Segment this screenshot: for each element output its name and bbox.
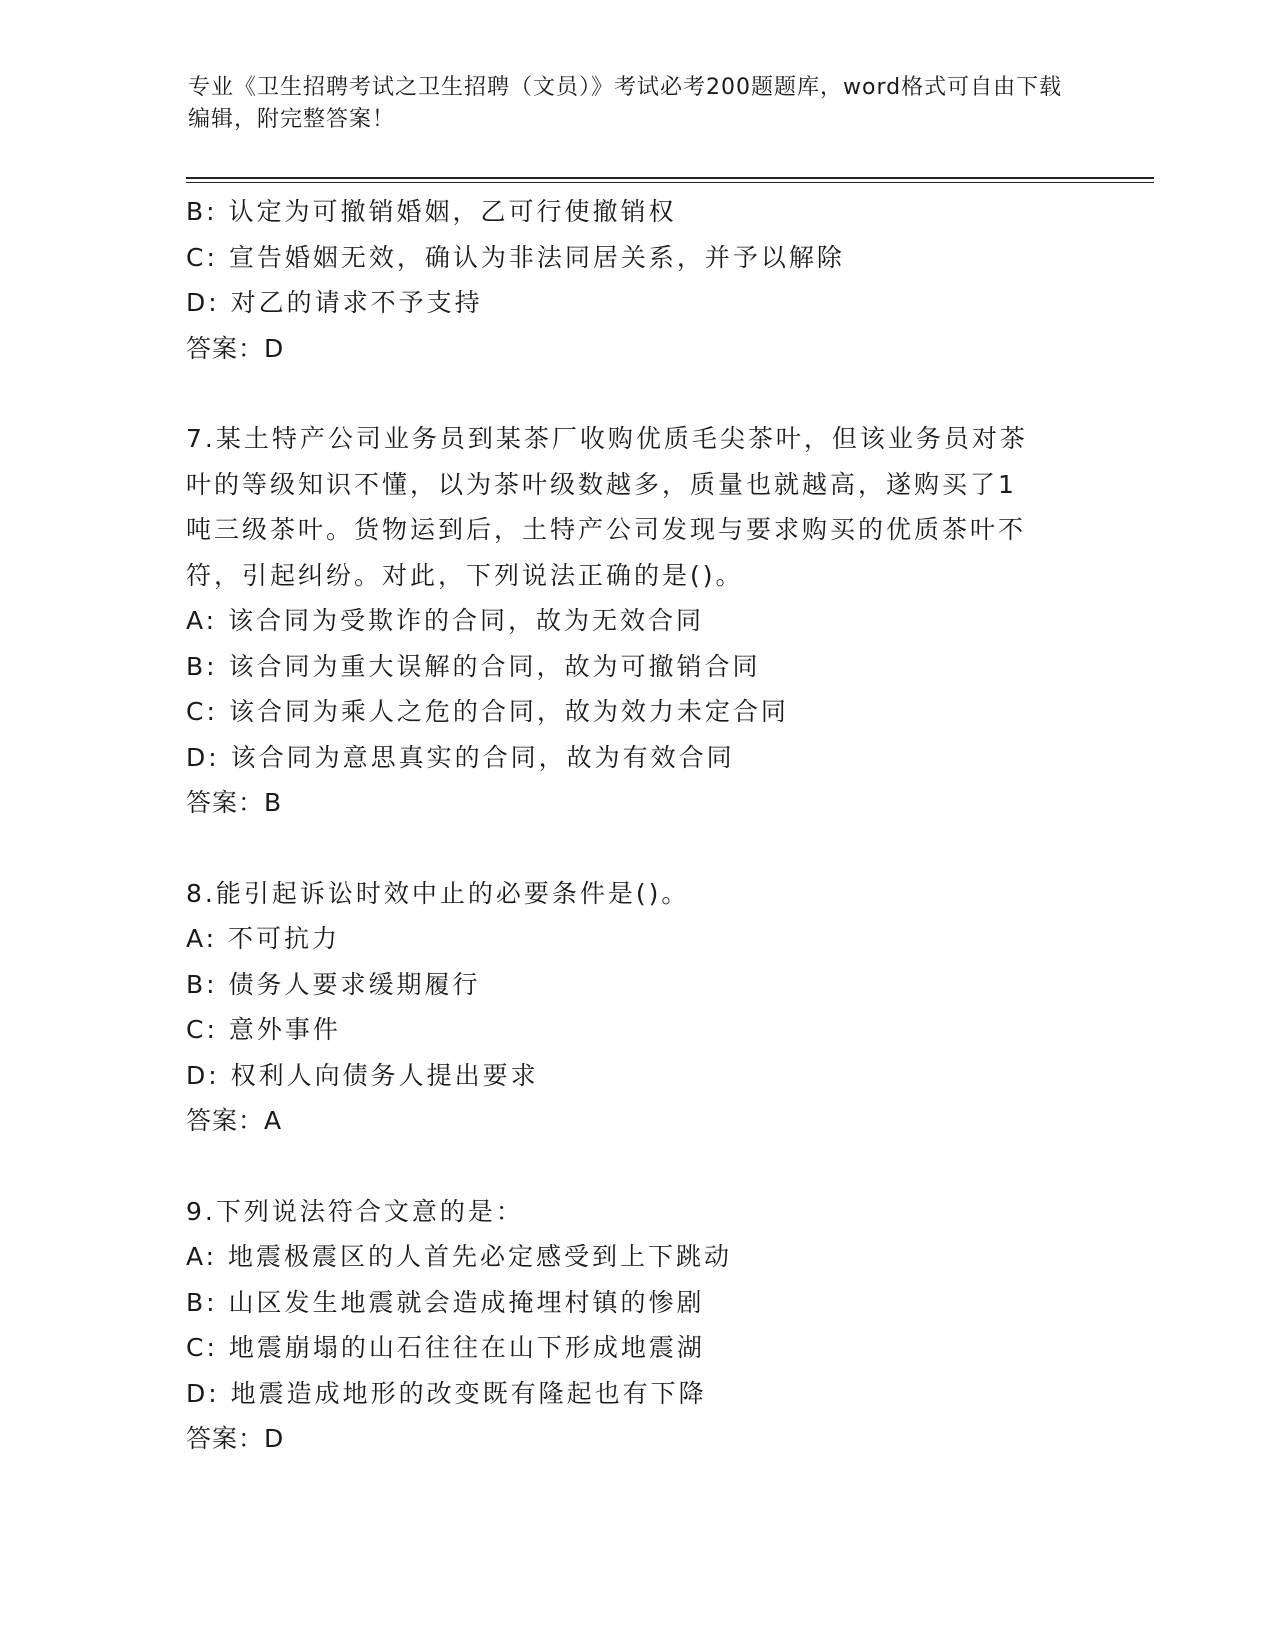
question-stem-line: 9.下列说法符合文意的是： — [186, 1196, 524, 1226]
option-b: B: 该合同为重大误解的合同，故为可撤销合同 — [186, 651, 761, 681]
question-stem-line: 符，引起纠纷。对此，下列说法正确的是()。 — [186, 560, 744, 590]
question-8 — [186, 871, 1086, 1144]
header-rule-thin — [186, 182, 1154, 183]
question-stem-line: 7.某土特产公司业务员到某茶厂收购优质毛尖茶叶，但该业务员对茶 — [186, 424, 1028, 453]
option-b: B: 债务人要求缓期履行 — [186, 969, 481, 999]
question-stem-line: 8.能引起诉讼时效中止的必要条件是()。 — [186, 878, 690, 908]
answer-line: 答案：D — [186, 1424, 285, 1453]
option-c: C: 宣告婚姻无效，确认为非法同居关系，并予以解除 — [186, 242, 845, 272]
question-stem-line: 吨三级茶叶。货物运到后，土特产公司发现与要求购买的优质茶叶不 — [186, 515, 1027, 544]
answer-line: 答案：D — [186, 333, 285, 363]
option-b: B: 认定为可撤销婚姻，乙可行使撤销权 — [186, 197, 677, 226]
option-a: A: 该合同为受欺诈的合同，故为无效合同 — [186, 606, 705, 635]
question-9 — [186, 1189, 1086, 1462]
option-c: C: 该合同为乘人之危的合同，故为效力未定合同 — [186, 697, 789, 726]
option-b: B: 山区发生地震就会造成掩埋村镇的惨剧 — [186, 1287, 705, 1317]
answer-line: 答案：A — [186, 1106, 283, 1135]
question-7 — [186, 416, 1086, 826]
option-d: D: 对乙的请求不予支持 — [186, 288, 483, 317]
page-header: 专业《卫生招聘考试之卫生招聘（文员）》考试必考200题题库，word格式可自由下载编辑，附完整答案！ — [188, 75, 1063, 132]
option-a: A: 不可抗力 — [186, 924, 341, 953]
spacer — [186, 826, 1086, 871]
carryover-question — [186, 189, 1086, 371]
spacer — [186, 1144, 1086, 1189]
option-d: D: 该合同为意思真实的合同，故为有效合同 — [186, 742, 735, 772]
option-c: C: 意外事件 — [186, 1015, 341, 1044]
option-d: D: 权利人向债务人提出要求 — [186, 1060, 539, 1090]
header-rule — [186, 177, 1154, 179]
question-stem-line: 叶的等级知识不懂，以为茶叶级数越多，质量也就越高，遂购买了1 — [186, 469, 1017, 499]
option-a: A: 地震极震区的人首先必定感受到上下跳动 — [186, 1242, 733, 1271]
answer-line: 答案：B — [186, 788, 283, 817]
spacer — [186, 371, 1086, 416]
option-d: D: 地震造成地形的改变既有隆起也有下降 — [186, 1378, 707, 1408]
document-body — [186, 189, 1086, 1462]
option-c: C: 地震崩塌的山石往往在山下形成地震湖 — [186, 1333, 705, 1362]
